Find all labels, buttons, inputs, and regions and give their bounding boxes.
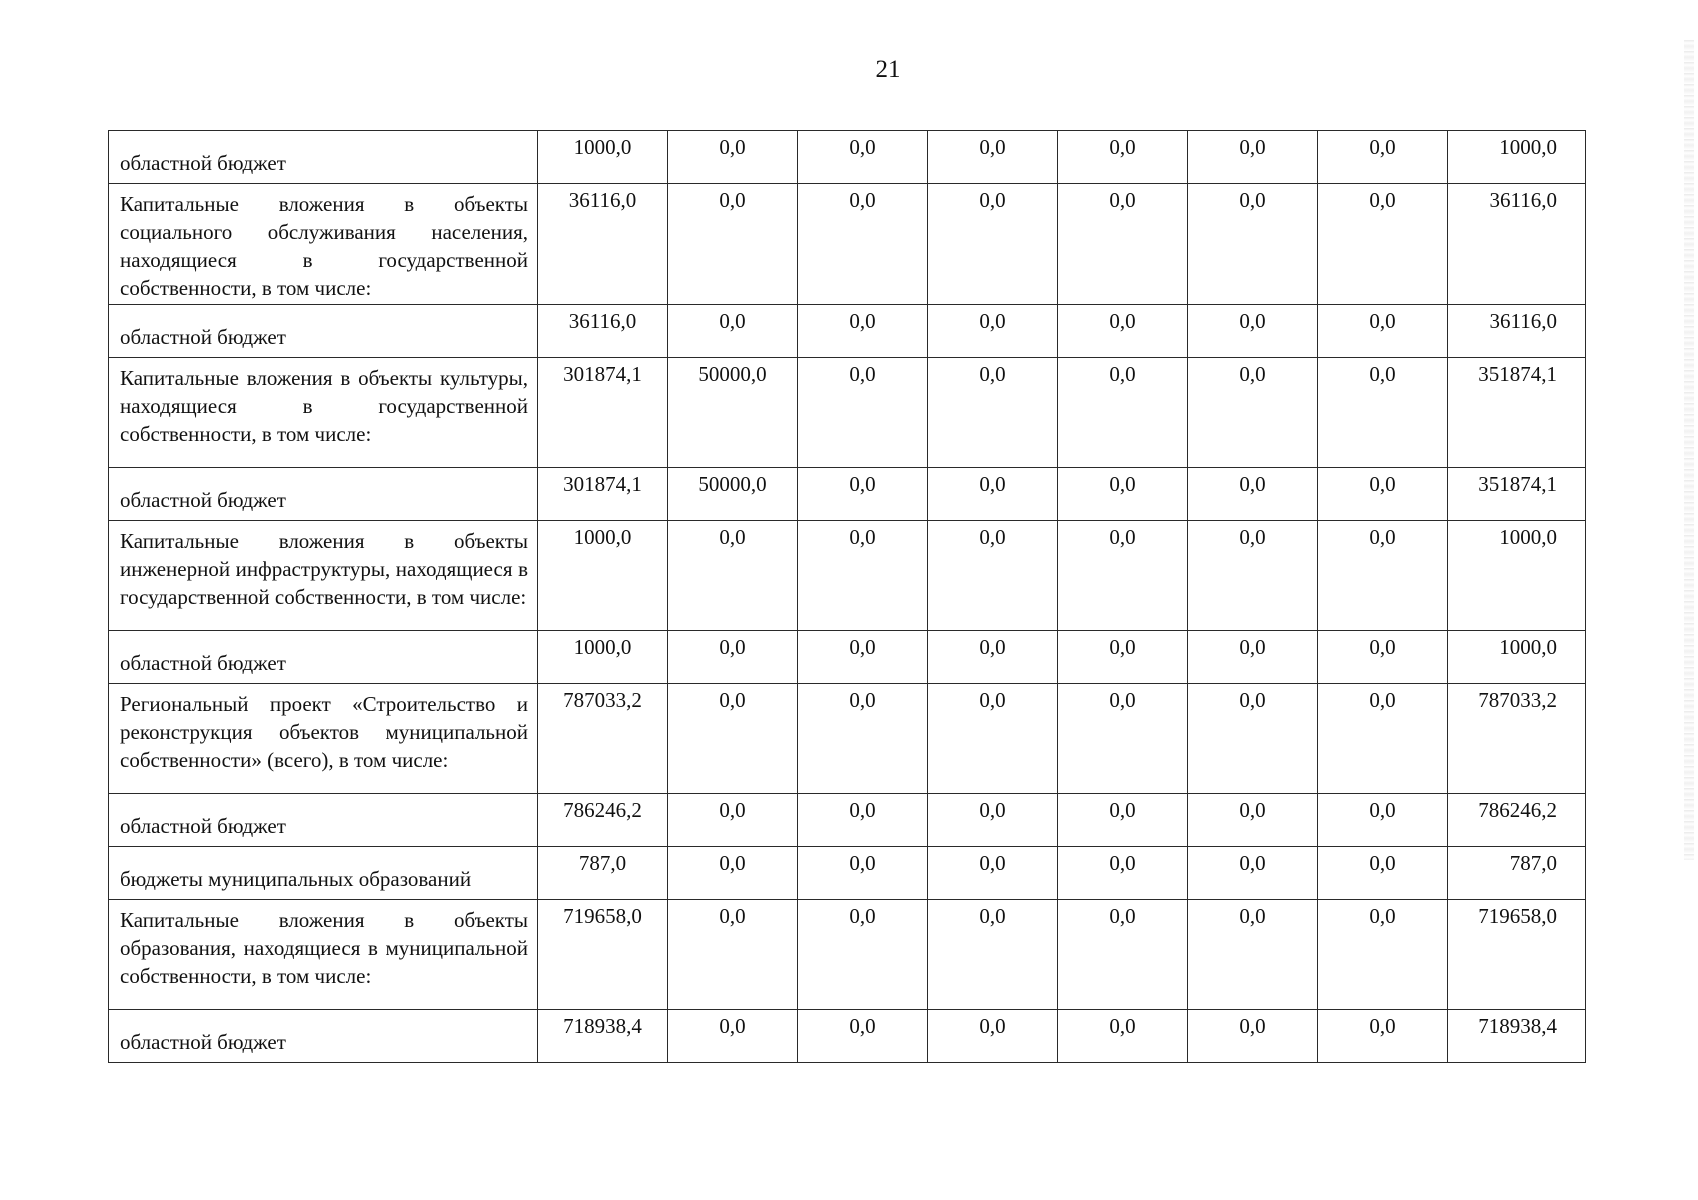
row-label-cell: областной бюджет <box>109 131 538 184</box>
value-cell: 36116,0 <box>538 305 668 358</box>
value-cell: 0,0 <box>928 847 1058 900</box>
table-row <box>109 1010 1586 1063</box>
table-row <box>109 521 1586 631</box>
table-row <box>109 358 1586 468</box>
total-cell: 787,0 <box>1448 847 1586 900</box>
table-row <box>109 794 1586 847</box>
value-cell: 0,0 <box>1318 184 1448 305</box>
table-row <box>109 684 1586 794</box>
value-cell: 1000,0 <box>538 131 668 184</box>
value-cell: 0,0 <box>798 684 928 794</box>
value-cell: 0,0 <box>1318 847 1448 900</box>
value-cell: 0,0 <box>1188 468 1318 521</box>
total-cell: 719658,0 <box>1448 900 1586 1010</box>
value-cell: 1000,0 <box>538 631 668 684</box>
value-cell: 787,0 <box>538 847 668 900</box>
value-cell: 0,0 <box>668 131 798 184</box>
row-label-cell: бюджеты муниципальных образований <box>109 847 538 900</box>
row-label-cell: областной бюджет <box>109 305 538 358</box>
row-label-cell: областной бюджет <box>109 468 538 521</box>
value-cell: 1000,0 <box>538 521 668 631</box>
value-cell: 0,0 <box>1318 468 1448 521</box>
value-cell: 0,0 <box>798 184 928 305</box>
table-row <box>109 900 1586 1010</box>
value-cell: 0,0 <box>798 521 928 631</box>
value-cell: 0,0 <box>668 184 798 305</box>
value-cell: 0,0 <box>668 794 798 847</box>
value-cell: 0,0 <box>928 900 1058 1010</box>
total-cell: 1000,0 <box>1448 521 1586 631</box>
total-cell: 351874,1 <box>1448 468 1586 521</box>
value-cell: 0,0 <box>928 631 1058 684</box>
table-row <box>109 131 1586 184</box>
value-cell: 0,0 <box>928 794 1058 847</box>
value-cell: 0,0 <box>1188 684 1318 794</box>
row-label-cell: областной бюджет <box>109 1010 538 1063</box>
value-cell: 0,0 <box>928 521 1058 631</box>
value-cell: 0,0 <box>1188 131 1318 184</box>
value-cell: 0,0 <box>1058 1010 1188 1063</box>
value-cell: 0,0 <box>1188 358 1318 468</box>
table-row <box>109 631 1586 684</box>
value-cell: 0,0 <box>1318 900 1448 1010</box>
total-cell: 787033,2 <box>1448 684 1586 794</box>
scan-edge-artifact <box>1684 40 1694 860</box>
row-label-cell: Капитальные вложения в объекты инженерной инфраструктуры, находящиеся в государственной собственности, в том числе: <box>109 521 538 631</box>
value-cell: 0,0 <box>798 358 928 468</box>
value-cell: 0,0 <box>668 305 798 358</box>
row-label-cell: областной бюджет <box>109 631 538 684</box>
value-cell: 0,0 <box>668 847 798 900</box>
total-cell: 718938,4 <box>1448 1010 1586 1063</box>
total-cell: 786246,2 <box>1448 794 1586 847</box>
table-row <box>109 847 1586 900</box>
value-cell: 0,0 <box>798 1010 928 1063</box>
value-cell: 0,0 <box>668 631 798 684</box>
value-cell: 0,0 <box>928 684 1058 794</box>
value-cell: 0,0 <box>928 184 1058 305</box>
row-label-cell: Капитальные вложения в объекты культуры, находящиеся в государственной собственности, в том числе: <box>109 358 538 468</box>
row-label-cell: областной бюджет <box>109 794 538 847</box>
value-cell: 0,0 <box>1188 794 1318 847</box>
value-cell: 0,0 <box>1058 305 1188 358</box>
value-cell: 0,0 <box>798 305 928 358</box>
value-cell: 0,0 <box>1318 684 1448 794</box>
value-cell: 0,0 <box>1318 794 1448 847</box>
value-cell: 0,0 <box>1058 684 1188 794</box>
value-cell: 0,0 <box>928 1010 1058 1063</box>
value-cell: 0,0 <box>1188 900 1318 1010</box>
total-cell: 1000,0 <box>1448 131 1586 184</box>
value-cell: 0,0 <box>668 521 798 631</box>
value-cell: 0,0 <box>1188 184 1318 305</box>
value-cell: 0,0 <box>1318 521 1448 631</box>
value-cell: 0,0 <box>1058 900 1188 1010</box>
value-cell: 0,0 <box>668 1010 798 1063</box>
value-cell: 301874,1 <box>538 358 668 468</box>
value-cell: 50000,0 <box>668 358 798 468</box>
value-cell: 0,0 <box>1188 521 1318 631</box>
value-cell: 0,0 <box>1188 1010 1318 1063</box>
total-cell: 351874,1 <box>1448 358 1586 468</box>
value-cell: 0,0 <box>1188 305 1318 358</box>
value-cell: 0,0 <box>1188 847 1318 900</box>
value-cell: 719658,0 <box>538 900 668 1010</box>
value-cell: 718938,4 <box>538 1010 668 1063</box>
value-cell: 0,0 <box>1318 131 1448 184</box>
value-cell: 0,0 <box>1058 521 1188 631</box>
table-row <box>109 305 1586 358</box>
value-cell: 0,0 <box>1188 631 1318 684</box>
table-body <box>109 131 1586 1063</box>
row-label-cell: Региональный проект «Строительство и реконструкция объектов муниципальной собственности» (всего), в том числе: <box>109 684 538 794</box>
value-cell: 786246,2 <box>538 794 668 847</box>
value-cell: 0,0 <box>1058 847 1188 900</box>
value-cell: 0,0 <box>1058 358 1188 468</box>
value-cell: 0,0 <box>1058 794 1188 847</box>
value-cell: 0,0 <box>798 847 928 900</box>
value-cell: 0,0 <box>1058 131 1188 184</box>
total-cell: 36116,0 <box>1448 305 1586 358</box>
table-row <box>109 184 1586 305</box>
budget-table <box>108 130 1586 1063</box>
table-row <box>109 468 1586 521</box>
value-cell: 787033,2 <box>538 684 668 794</box>
value-cell: 0,0 <box>1318 631 1448 684</box>
value-cell: 50000,0 <box>668 468 798 521</box>
row-label-cell: Капитальные вложения в объекты образования, находящиеся в муниципальной собственности, в том числе: <box>109 900 538 1010</box>
value-cell: 0,0 <box>1318 305 1448 358</box>
value-cell: 0,0 <box>798 900 928 1010</box>
value-cell: 0,0 <box>798 468 928 521</box>
value-cell: 301874,1 <box>538 468 668 521</box>
total-cell: 1000,0 <box>1448 631 1586 684</box>
value-cell: 0,0 <box>928 305 1058 358</box>
value-cell: 0,0 <box>1058 468 1188 521</box>
value-cell: 0,0 <box>928 131 1058 184</box>
value-cell: 0,0 <box>668 684 798 794</box>
value-cell: 0,0 <box>1058 184 1188 305</box>
value-cell: 0,0 <box>798 631 928 684</box>
value-cell: 0,0 <box>668 900 798 1010</box>
page-number: 21 <box>875 56 901 83</box>
row-label-cell: Капитальные вложения в объекты социального обслуживания населения, находящиеся в государственной собственности, в том числе: <box>109 184 538 305</box>
value-cell: 0,0 <box>1318 1010 1448 1063</box>
total-cell: 36116,0 <box>1448 184 1586 305</box>
value-cell: 0,0 <box>798 794 928 847</box>
value-cell: 36116,0 <box>538 184 668 305</box>
value-cell: 0,0 <box>1318 358 1448 468</box>
value-cell: 0,0 <box>1058 631 1188 684</box>
value-cell: 0,0 <box>928 358 1058 468</box>
value-cell: 0,0 <box>798 131 928 184</box>
value-cell: 0,0 <box>928 468 1058 521</box>
